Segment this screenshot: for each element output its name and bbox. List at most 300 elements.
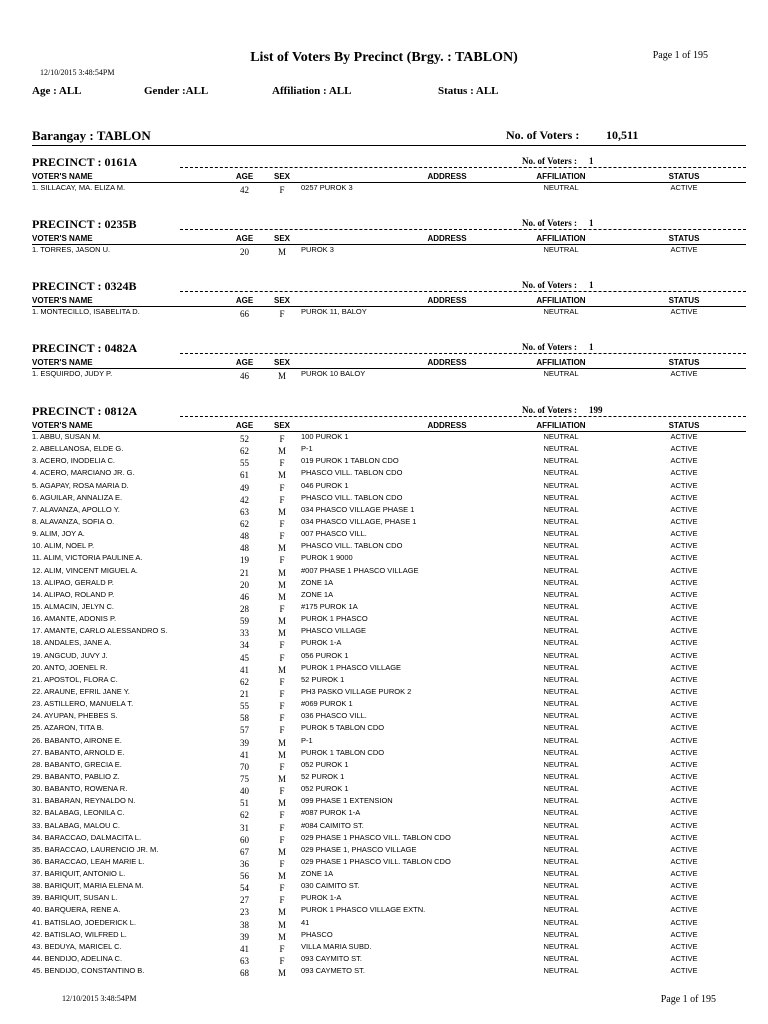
voter-age: 45: [240, 652, 249, 663]
barangay-header: [32, 128, 746, 146]
table-row: [32, 687, 746, 699]
voter-age: 55: [240, 458, 249, 469]
voter-address: 100 PUROK 1: [301, 432, 349, 441]
voter-sex: F: [279, 786, 285, 797]
voter-name: 30. BABANTO, ROWENA R.: [32, 784, 128, 794]
voter-sex: F: [279, 725, 285, 736]
voter-address: 099 PHASE 1 EXTENSION: [301, 796, 393, 806]
voter-address: 019 PUROK 1 TABLON CDO: [301, 456, 399, 466]
voter-status: ACTIVE: [670, 771, 698, 781]
voter-affiliation: NEUTRAL: [543, 869, 579, 879]
table-row: [32, 796, 746, 808]
precinct-count-label: No. of Voters :: [522, 280, 577, 290]
precinct-header: [32, 216, 746, 234]
voter-name: 6. AGUILAR, ANNALIZA E.: [32, 492, 123, 502]
voter-age: 48: [240, 531, 249, 542]
voter-name: 21. APOSTOL, FLORA C.: [32, 674, 118, 684]
voter-name: 33. BALABAG, MALOU C.: [32, 820, 120, 830]
voter-affiliation: NEUTRAL: [543, 723, 579, 733]
table-row: [32, 748, 746, 760]
voter-name: 27. BABANTO, ARNOLD E.: [32, 747, 125, 757]
voter-sex: M: [277, 798, 286, 809]
voter-affiliation: NEUTRAL: [543, 759, 579, 769]
table-row: [32, 481, 746, 493]
table-row: [32, 553, 746, 565]
voter-name: 20. ANTO, JOENEL R.: [32, 662, 108, 672]
voter-name: 17. AMANTE, CARLO ALESSANDRO S.: [32, 626, 168, 636]
voter-affiliation: NEUTRAL: [543, 929, 579, 939]
column-header-sex: SEX: [273, 234, 290, 243]
voter-affiliation: NEUTRAL: [543, 747, 579, 757]
voter-sex: F: [279, 688, 285, 699]
voter-sex: M: [277, 567, 286, 578]
page-number-top: Page 1 of 195: [652, 50, 708, 61]
voter-name: 43. BEDUYA, MARICEL C.: [32, 941, 122, 951]
voter-address: PHASCO VILL. TABLON CDO: [301, 468, 403, 478]
voter-name: 37. BARIQUIT, ANTONIO L.: [32, 869, 126, 879]
column-header-age: AGE: [235, 234, 254, 243]
table-row: [32, 245, 746, 257]
voter-name: 4. ACERO, MARCIANO JR. G.: [32, 468, 135, 478]
voter-affiliation: NEUTRAL: [543, 881, 579, 891]
voter-status: ACTIVE: [670, 832, 698, 842]
voter-address: PH3 PASKO VILLAGE PUROK 2: [301, 686, 412, 696]
column-header-affiliation: AFFILIATION: [536, 172, 586, 181]
voter-address: 007 PHASCO VILL.: [301, 529, 367, 539]
voter-status: ACTIVE: [670, 662, 698, 672]
voter-age: 48: [240, 543, 249, 554]
voter-address: #175 PUROK 1A: [301, 601, 358, 611]
voter-status: ACTIVE: [670, 650, 698, 660]
voter-affiliation: NEUTRAL: [543, 245, 579, 254]
voter-address: 036 PHASCO VILL.: [301, 711, 367, 721]
voter-address: #007 PHASE 1 PHASCO VILLAGE: [301, 565, 419, 575]
voter-affiliation: NEUTRAL: [543, 456, 579, 466]
voter-age: 70: [240, 761, 249, 772]
voter-status: ACTIVE: [670, 626, 698, 636]
voter-address: 029 PHASE 1 PHASCO VILL. TABLON CDO: [301, 856, 451, 866]
voter-name: 40. BARQUERA, RENE A.: [32, 905, 121, 915]
filter-status: Status : ALL: [438, 85, 499, 97]
voter-age: 39: [240, 931, 249, 942]
precinct-count-label: No. of Voters :: [522, 156, 577, 166]
voter-status: ACTIVE: [670, 492, 698, 502]
voter-status: ACTIVE: [670, 893, 698, 903]
voter-name: 42. BATISLAO, WILFRED L.: [32, 929, 127, 939]
voter-address: #069 PUROK 1: [301, 699, 353, 709]
voter-sex: F: [279, 810, 285, 821]
voter-status: ACTIVE: [670, 699, 698, 709]
table-row: [32, 893, 746, 905]
voter-address: ZONE 1A: [301, 577, 334, 587]
table-row: [32, 784, 746, 796]
precinct-voter-count: [522, 280, 600, 290]
voter-address: PUROK 1 TABLON CDO: [301, 747, 385, 757]
voter-age: 21: [240, 688, 249, 699]
voter-status: ACTIVE: [670, 432, 698, 441]
voter-affiliation: NEUTRAL: [543, 638, 579, 648]
voter-name: 15. ALMACIN, JELYN C.: [32, 601, 114, 611]
voter-age: 54: [240, 883, 249, 894]
voter-age: 42: [240, 185, 249, 195]
voter-address: PHASCO VILLAGE: [301, 626, 367, 636]
table-row: [32, 760, 746, 772]
voter-sex: F: [279, 603, 285, 614]
voter-affiliation: NEUTRAL: [543, 917, 579, 927]
column-header-age: AGE: [235, 421, 254, 430]
column-header-row: [32, 296, 746, 307]
footer-timestamp: 12/10/2015 3:48:54PM: [62, 994, 137, 1003]
table-row: [32, 602, 746, 614]
voter-status: ACTIVE: [670, 917, 698, 927]
voter-name: 5. AGAPAY, ROSA MARIA D.: [32, 480, 129, 490]
precinct-voter-count: [522, 218, 600, 228]
column-header-address: ADDRESS: [427, 358, 467, 367]
voter-status: ACTIVE: [670, 541, 698, 551]
voter-address: 030 CAIMITO ST.: [301, 881, 360, 891]
table-row: [32, 869, 746, 881]
voter-address: ZONE 1A: [301, 589, 334, 599]
voter-affiliation: NEUTRAL: [543, 468, 579, 478]
voter-name: 2. ABELLANOSA, ELDE G.: [32, 444, 124, 454]
voter-status: ACTIVE: [670, 369, 698, 378]
voter-affiliation: NEUTRAL: [543, 735, 579, 745]
voter-sex: M: [277, 628, 286, 639]
voter-age: 46: [240, 591, 249, 602]
voter-name: 1. SILLACAY, MA. ELIZA M.: [32, 183, 126, 192]
voter-address: #087 PUROK 1-A: [301, 808, 361, 818]
voter-age: 33: [240, 628, 249, 639]
voter-address: PUROK 1-A: [301, 893, 342, 903]
voter-status: ACTIVE: [670, 966, 698, 976]
voter-affiliation: NEUTRAL: [543, 589, 579, 599]
precinct-block: [32, 154, 746, 195]
table-row: [32, 517, 746, 529]
voter-status: ACTIVE: [670, 759, 698, 769]
voter-sex: F: [279, 531, 285, 542]
voter-affiliation: NEUTRAL: [543, 504, 579, 514]
voter-sex: F: [279, 434, 285, 444]
voter-address: PUROK 10 BALOY: [301, 369, 366, 378]
voter-sex: F: [279, 652, 285, 663]
table-row: [32, 541, 746, 553]
table-row: [32, 905, 746, 917]
voter-sex: F: [279, 883, 285, 894]
voter-address: 034 PHASCO VILLAGE PHASE 1: [301, 504, 415, 514]
voter-name: 29. BABANTO, PABLIO Z.: [32, 771, 120, 781]
voter-sex: F: [279, 895, 285, 906]
barangay-label: Barangay : TABLON: [32, 128, 151, 143]
voter-name: 31. BABARAN, REYNALDO N.: [32, 796, 136, 806]
voter-name: 1. MONTECILLO, ISABELITA D.: [32, 307, 140, 316]
column-header-status: STATUS: [668, 172, 700, 181]
voter-sex: M: [277, 737, 286, 748]
voter-address: P-1: [301, 735, 313, 745]
voter-age: 60: [240, 834, 249, 845]
voter-age: 31: [240, 822, 249, 833]
table-row: [32, 432, 746, 444]
filter-affiliation: Affiliation : ALL: [272, 85, 352, 97]
column-header-row: [32, 172, 746, 183]
precinct-label: PRECINCT : 0482A: [32, 341, 138, 355]
voter-affiliation: NEUTRAL: [543, 711, 579, 721]
voter-affiliation: NEUTRAL: [543, 954, 579, 964]
voter-address: #084 CAIMITO ST.: [301, 820, 364, 830]
voter-age: 62: [240, 446, 249, 457]
voter-address: VILLA MARIA SUBD.: [301, 941, 372, 951]
voter-name: 13. ALIPAO, GERALD P.: [32, 577, 114, 587]
precinct-count-label: No. of Voters :: [522, 342, 577, 352]
voter-status: ACTIVE: [670, 820, 698, 830]
table-row: [32, 369, 746, 381]
column-header-name: VOTER'S NAME: [32, 234, 93, 243]
voter-age: 28: [240, 603, 249, 614]
voter-age: 62: [240, 676, 249, 687]
voter-address: PUROK 1 PHASCO: [301, 614, 368, 624]
table-row: [32, 723, 746, 735]
table-row: [32, 881, 746, 893]
barangay-voters-count: 10,511: [606, 128, 639, 142]
voter-age: 20: [240, 247, 249, 257]
voter-age: 57: [240, 725, 249, 736]
voter-status: ACTIVE: [670, 711, 698, 721]
precinct-header: [32, 403, 746, 421]
voter-sex: M: [277, 907, 286, 918]
voter-age: 27: [240, 895, 249, 906]
voter-address: ZONE 1A: [301, 869, 334, 879]
voter-name: 23. ASTILLERO, MANUELA T.: [32, 699, 134, 709]
voter-affiliation: NEUTRAL: [543, 577, 579, 587]
voter-affiliation: NEUTRAL: [543, 541, 579, 551]
column-header-affiliation: AFFILIATION: [536, 234, 586, 243]
table-row: [32, 651, 746, 663]
voter-name: 12. ALIM, VINCENT MIGUEL A.: [32, 565, 138, 575]
voter-address: 0257 PUROK 3: [301, 183, 353, 192]
voter-sex: F: [279, 482, 285, 493]
voter-name: 9. ALIM, JOY A.: [32, 529, 85, 539]
voter-address: 52 PUROK 1: [301, 674, 345, 684]
voter-affiliation: NEUTRAL: [543, 626, 579, 636]
column-header-name: VOTER'S NAME: [32, 172, 93, 181]
voter-affiliation: NEUTRAL: [543, 796, 579, 806]
voter-affiliation: NEUTRAL: [543, 480, 579, 490]
voter-age: 68: [240, 968, 249, 979]
voter-sex: M: [277, 506, 286, 517]
voter-sex: M: [277, 749, 286, 760]
voter-status: ACTIVE: [670, 747, 698, 757]
voter-affiliation: NEUTRAL: [543, 771, 579, 781]
table-row: [32, 626, 746, 638]
voter-sex: F: [279, 713, 285, 724]
table-row: [32, 183, 746, 195]
voter-address: PHASCO VILL. TABLON CDO: [301, 492, 403, 502]
voter-sex: M: [277, 919, 286, 930]
voter-name: 26. BABANTO, AIRONE E.: [32, 735, 122, 745]
voter-name: 3. ACERO, INODELIA C.: [32, 456, 115, 466]
precinct-header: [32, 340, 746, 358]
voter-address: PUROK 5 TABLON CDO: [301, 723, 385, 733]
voter-age: 62: [240, 518, 249, 529]
voter-sex: F: [279, 858, 285, 869]
voter-status: ACTIVE: [670, 183, 698, 192]
voter-sex: F: [279, 309, 285, 319]
voter-affiliation: NEUTRAL: [543, 686, 579, 696]
voter-name: 25. AZARON, TITA B.: [32, 723, 104, 733]
table-row: [32, 711, 746, 723]
voter-status: ACTIVE: [670, 614, 698, 624]
voter-sex: F: [279, 761, 285, 772]
voter-name: 38. BARIQUIT, MARIA ELENA M.: [32, 881, 144, 891]
voter-affiliation: NEUTRAL: [543, 844, 579, 854]
table-row: [32, 845, 746, 857]
dashed-divider: [180, 353, 746, 354]
voter-sex: F: [279, 701, 285, 712]
precinct-voter-count: [522, 156, 600, 166]
dashed-divider: [180, 291, 746, 292]
column-header-row: [32, 421, 746, 432]
voter-age: 34: [240, 640, 249, 651]
voter-name: 34. BARACCAO, DALMACITA L.: [32, 832, 142, 842]
precinct-voter-count: [522, 405, 609, 415]
precinct-header: [32, 154, 746, 172]
voter-sex: M: [277, 846, 286, 857]
voter-affiliation: NEUTRAL: [543, 529, 579, 539]
voter-age: 39: [240, 737, 249, 748]
voter-status: ACTIVE: [670, 905, 698, 915]
voter-sex: M: [277, 579, 286, 590]
voter-affiliation: NEUTRAL: [543, 820, 579, 830]
voter-affiliation: NEUTRAL: [543, 553, 579, 563]
voter-status: ACTIVE: [670, 723, 698, 733]
precinct-header: [32, 278, 746, 296]
voter-age: 38: [240, 919, 249, 930]
voter-address: 093 CAYMITO ST.: [301, 954, 362, 964]
precinct-label: PRECINCT : 0235B: [32, 217, 137, 231]
voter-affiliation: NEUTRAL: [543, 444, 579, 454]
voter-address: 093 CAYMETO ST.: [301, 966, 365, 976]
dashed-divider: [180, 416, 746, 417]
voter-status: ACTIVE: [670, 844, 698, 854]
voter-name: 19. ANGCUD, JUVY J.: [32, 650, 108, 660]
voter-age: 36: [240, 858, 249, 869]
voter-age: 62: [240, 810, 249, 821]
voter-status: ACTIVE: [670, 589, 698, 599]
voter-status: ACTIVE: [670, 929, 698, 939]
voter-affiliation: NEUTRAL: [543, 893, 579, 903]
voter-name: 28. BABANTO, GRECIA E.: [32, 759, 122, 769]
column-header-address: ADDRESS: [427, 172, 467, 181]
column-header-status: STATUS: [668, 358, 700, 367]
voter-address: PUROK 1 PHASCO VILLAGE EXTN.: [301, 905, 426, 915]
column-header-affiliation: AFFILIATION: [536, 296, 586, 305]
voter-age: 75: [240, 773, 249, 784]
voter-age: 52: [240, 434, 249, 444]
table-row: [32, 918, 746, 930]
column-header-name: VOTER'S NAME: [32, 296, 93, 305]
precinct-label: PRECINCT : 0324B: [32, 279, 137, 293]
voter-age: 51: [240, 798, 249, 809]
voter-age: 41: [240, 749, 249, 760]
voter-age: 42: [240, 494, 249, 505]
voter-status: ACTIVE: [670, 468, 698, 478]
voter-status: ACTIVE: [670, 941, 698, 951]
precinct-block: [32, 403, 746, 978]
voter-address: 052 PUROK 1: [301, 784, 349, 794]
voter-address: PUROK 1 9000: [301, 553, 353, 563]
voter-address: P-1: [301, 444, 313, 454]
voter-address: 029 PHASE 1, PHASCO VILLAGE: [301, 844, 417, 854]
voter-sex: F: [279, 676, 285, 687]
voter-sex: M: [277, 446, 286, 457]
voter-status: ACTIVE: [670, 954, 698, 964]
precinct-count-value: 1: [589, 218, 594, 228]
voter-sex: F: [279, 518, 285, 529]
voter-address: 41: [301, 917, 310, 927]
table-row: [32, 590, 746, 602]
voter-status: ACTIVE: [670, 856, 698, 866]
dashed-divider: [180, 167, 746, 168]
voter-name: 8. ALAVANZA, SOFIA O.: [32, 516, 115, 526]
voter-affiliation: NEUTRAL: [543, 183, 579, 192]
voter-status: ACTIVE: [670, 529, 698, 539]
table-row: [32, 578, 746, 590]
voter-affiliation: NEUTRAL: [543, 650, 579, 660]
table-row: [32, 493, 746, 505]
voter-name: 10. ALIM, NOEL P.: [32, 541, 95, 551]
voter-name: 7. ALAVANZA, APOLLO Y.: [32, 504, 120, 514]
voter-affiliation: NEUTRAL: [543, 516, 579, 526]
table-row: [32, 736, 746, 748]
column-header-row: [32, 358, 746, 369]
voter-name: 44. BENDIJO, ADELINA C.: [32, 954, 123, 964]
voter-name: 24. AYUPAN, PHEBES S.: [32, 711, 118, 721]
column-header-status: STATUS: [668, 234, 700, 243]
voter-sex: F: [279, 956, 285, 967]
voter-name: 14. ALIPAO, ROLAND P.: [32, 589, 115, 599]
voter-age: 21: [240, 567, 249, 578]
voter-name: 36. BARACCAO, LEAH MARIE L.: [32, 856, 145, 866]
voter-affiliation: NEUTRAL: [543, 432, 579, 441]
voter-status: ACTIVE: [670, 456, 698, 466]
voter-affiliation: NEUTRAL: [543, 492, 579, 502]
voter-sex: F: [279, 834, 285, 845]
voter-age: 55: [240, 701, 249, 712]
voter-status: ACTIVE: [670, 245, 698, 254]
table-row: [32, 505, 746, 517]
voter-sex: F: [279, 494, 285, 505]
voter-sex: F: [279, 640, 285, 651]
voter-sex: M: [277, 543, 286, 554]
precinct-block: [32, 216, 746, 257]
column-header-affiliation: AFFILIATION: [536, 358, 586, 367]
table-row: [32, 808, 746, 820]
voter-age: 19: [240, 555, 249, 566]
voter-address: PUROK 3: [301, 245, 334, 254]
voter-name: 16. AMANTE, ADONIS P.: [32, 614, 117, 624]
precinct-count-label: No. of Voters :: [522, 218, 577, 228]
voter-age: 58: [240, 713, 249, 724]
voter-age: 20: [240, 579, 249, 590]
column-header-sex: SEX: [273, 172, 290, 181]
report-title: List of Voters By Precinct (Brgy. : TABLON): [250, 50, 518, 65]
filter-gender: Gender :ALL: [144, 85, 209, 97]
voter-status: ACTIVE: [670, 686, 698, 696]
voter-status: ACTIVE: [670, 881, 698, 891]
voter-sex: F: [279, 555, 285, 566]
voter-name: 1. TORRES, JASON U.: [32, 245, 111, 254]
voter-status: ACTIVE: [670, 735, 698, 745]
barangay-voters-label: No. of Voters :: [506, 128, 580, 142]
